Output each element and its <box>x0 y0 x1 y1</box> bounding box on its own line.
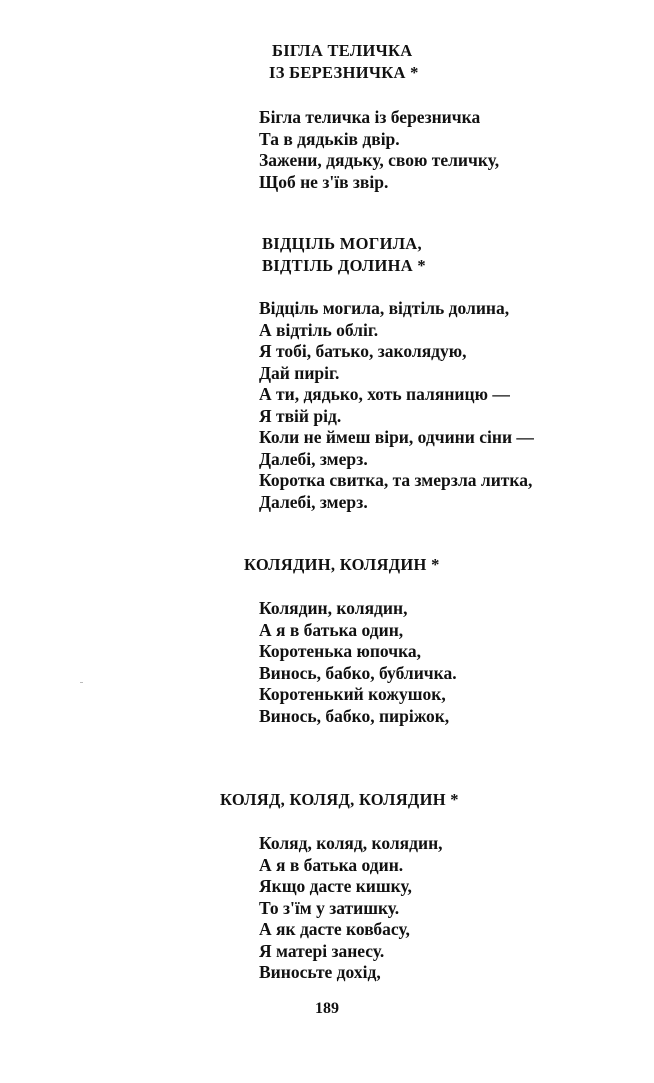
poem-line: А як дасте ковбасу, <box>259 919 410 939</box>
poem-title-line: ІЗ БЕРЕЗНИЧКА * <box>269 63 419 82</box>
poem-line: То з'їм у затишку. <box>259 897 400 918</box>
poem-title-line: ВІДЦІЛЬ МОГИЛА, <box>262 234 422 253</box>
page-number: 189 <box>315 1000 339 1017</box>
poem-title-line: КОЛЯД, КОЛЯД, КОЛЯДИН * <box>220 790 459 809</box>
poem-line: Винось, бабко, пиріжок, <box>259 705 450 726</box>
poem-line: Дай пиріг. <box>259 362 340 383</box>
poem-line: Бігла теличка із березничка <box>259 107 481 127</box>
poem-line: Винось, бабко, бубличка. <box>259 662 457 683</box>
poem-line: А я в батька один. <box>259 854 404 875</box>
scan-speck <box>80 682 83 683</box>
poem-line: Та в дядьків двір. <box>259 128 400 149</box>
poem-line: Коляд, коляд, колядин, <box>259 833 443 853</box>
poem-text <box>259 298 534 513</box>
poem-line: Коротенький кожушок, <box>259 684 446 704</box>
poem-title <box>220 789 459 811</box>
poem-line: Я твій рід. <box>259 405 342 426</box>
poem-title-line: БІГЛА ТЕЛИЧКА <box>272 41 413 60</box>
poem-title-line: ВІДТІЛЬ ДОЛИНА * <box>262 256 426 275</box>
poem-line: Щоб не з'їв звір. <box>259 171 389 192</box>
poem-line: Далебі, змерз. <box>259 491 368 512</box>
poem-line: Я тобі, батько, заколядую, <box>259 341 467 361</box>
poem-line: Далебі, змерз. <box>259 448 368 469</box>
poem-title <box>244 554 440 576</box>
poem-line: Коротка свитка, та змерзла литка, <box>259 470 533 490</box>
poem-line: Коротенька юпочка, <box>259 641 422 661</box>
poem-line: Виносьте дохід, <box>259 962 381 982</box>
poem-line: А я в батька один, <box>259 619 404 640</box>
poem-line: А ти, дядько, хоть паляницю — <box>259 384 510 404</box>
poem-title-line: КОЛЯДИН, КОЛЯДИН * <box>244 555 440 574</box>
poem-text <box>259 107 499 193</box>
poem-line: А відтіль обліг. <box>259 319 379 340</box>
poem-text <box>259 598 457 727</box>
poem-title <box>262 233 426 277</box>
poem-line: Колядин, колядин, <box>259 598 408 618</box>
poem-line: Якщо дасте кишку, <box>259 876 412 896</box>
poem-text <box>259 833 443 984</box>
poem-line: Зажени, дядьку, свою теличку, <box>259 150 500 170</box>
poem-line: Відціль могила, відтіль долина, <box>259 298 510 318</box>
poem-line: Коли не ймеш віри, одчини сіни — <box>259 427 534 447</box>
poem-title <box>269 40 419 84</box>
poem-line: Я матері занесу. <box>259 940 385 961</box>
